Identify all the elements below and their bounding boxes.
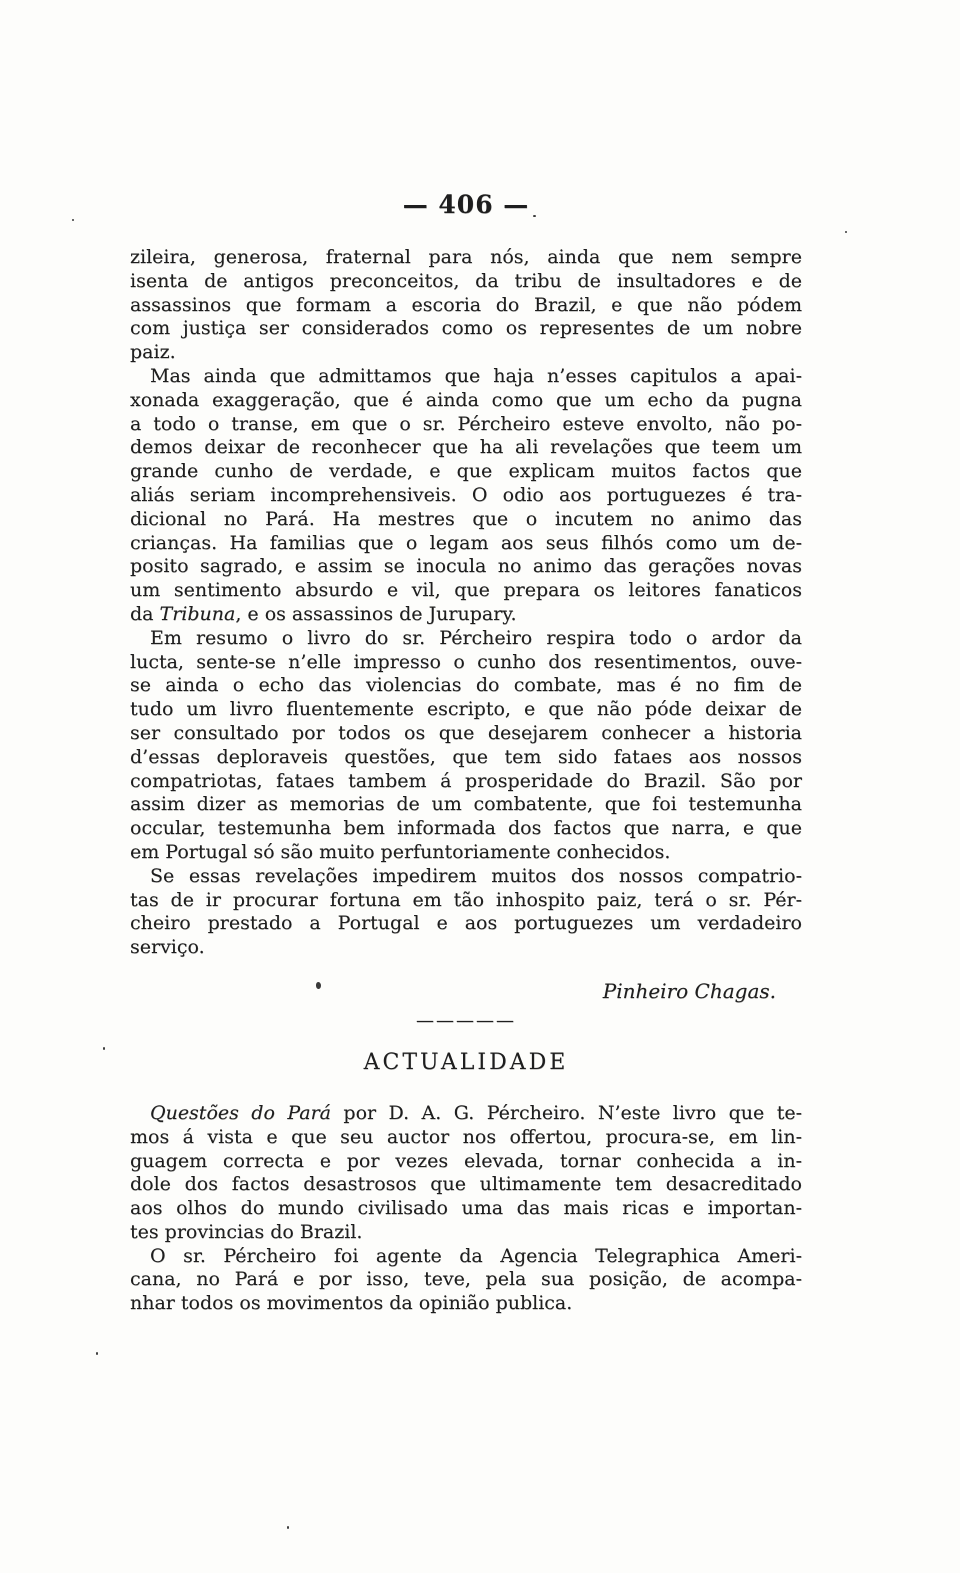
author-signature: Pinheiro Chagas. [602, 978, 776, 1003]
text-line: posito sagrado, e assim se inocula no animo das gerações novas [130, 555, 802, 578]
text-line: a todo o transe, em que o sr. Pércheiro esteve envolto, não po- [130, 412, 802, 435]
text-line: tas de ir procurar fortuna em tão inhospito paiz, terá o sr. Pér- [130, 888, 802, 911]
paragraph [130, 1102, 802, 1245]
text-line: dicional no Pará. Ha mestres que o incutem no animo das [130, 507, 802, 530]
text-line: Mas ainda que admittamos que haja n’esses capitulos a apai- [150, 364, 802, 387]
text-line: serviço. [130, 936, 205, 959]
text-line [130, 603, 802, 627]
text-line: ser consultado por todos os que desejarem conhecer a historia [130, 721, 802, 744]
section-divider: ————— [416, 1009, 516, 1031]
text-line: grande cunho de verdade, e que explicam muitos factos que [130, 460, 802, 483]
text-line [130, 1102, 802, 1126]
scan-speck [287, 1526, 289, 1529]
text-line: um sentimento absurdo e vil, que prepara os leitores fanaticos [130, 579, 802, 602]
paragraph [130, 865, 802, 960]
scan-speck [96, 1352, 98, 1355]
scan-speck [845, 231, 847, 233]
scan-speck [72, 219, 74, 221]
text-line: dole dos factos desastrosos que ultimamente tem desacreditado [130, 1173, 802, 1196]
text-line: demos deixar de reconhecer que ha ali revelações que teem um [130, 436, 802, 459]
text-line: cheiro prestado a Portugal e aos portuguezes um verdadeiro [130, 912, 802, 935]
paragraph [130, 1245, 802, 1316]
actualidade-block [130, 1102, 802, 1316]
section-heading: ACTUALIDADE [363, 1049, 569, 1075]
scan-speck [533, 215, 536, 217]
text-line: assim dizer as memorias de um combatente, que foi testemunha [130, 793, 802, 816]
regular-text: por D. A. G. Pércheiro. N’este livro que te- [331, 1101, 802, 1124]
text-line: tes provincias do Brazil. [130, 1220, 363, 1243]
text-line: Em resumo o livro do sr. Pércheiro respira todo o ardor da [150, 626, 802, 649]
paragraph [130, 627, 802, 865]
text-line: paiz. [130, 341, 176, 364]
text-line: mos á vista e que seu auctor nos offertou, procura-se, em lin- [130, 1125, 802, 1148]
text-line: nhar todos os movimentos da opinião publica. [130, 1292, 573, 1315]
ink-speck [316, 982, 321, 989]
text-line: guagem correcta e por vezes elevada, tornar conhecida a in- [130, 1149, 802, 1172]
text-line: se ainda o echo das violencias do combate, mas é no fim de [130, 674, 802, 697]
scan-speck [103, 1047, 105, 1050]
text-line: cana, no Pará e por isso, teve, pela sua posição, de acompa- [130, 1268, 802, 1291]
italic-text: Questões do Pará [150, 1101, 331, 1124]
text-line: aos olhos do mundo civilisado uma das mais ricas e importan- [130, 1197, 802, 1220]
text-line: crianças. Ha familias que o legam aos seus filhós como um de- [130, 531, 802, 554]
page-number: — 406 — [402, 190, 530, 219]
text-column [130, 246, 802, 1316]
text-line: compatriotas, fataes tambem á prosperidade do Brazil. São por [130, 769, 802, 792]
text-line: lucta, sente-se n’elle impresso o cunho dos resentimentos, ouve- [130, 650, 802, 673]
text-line: xonada exaggeração, que é ainda como que um echo da pugna [130, 388, 802, 411]
paragraph [130, 246, 802, 365]
text-line: com justiça ser considerados como os representes de um nobre [130, 317, 802, 340]
text-line: occular, testemunha bem informada dos factos que narra, e que [130, 817, 802, 840]
text-line: em Portugal só são muito perfuntoriamente conhecidos. [130, 840, 671, 863]
text-line: d’essas deploraveis questões, que tem sido fataes aos nossos [130, 745, 802, 768]
text-line: zileira, generosa, fraternal para nós, ainda que nem sempre [130, 246, 802, 268]
text-line: isenta de antigos preconceitos, da tribu de insultadores e de [130, 269, 802, 292]
text-line: aliás seriam incomprehensiveis. O odio aos portuguezes é tra- [130, 483, 802, 506]
text-line: tudo um livro fluentemente escripto, e que não póde deixar de [130, 698, 802, 721]
regular-text: da [130, 602, 160, 625]
text-line: assassinos que formam a escoria do Brazil, e que não pódem [130, 293, 802, 316]
text-line: O sr. Pércheiro foi agente da Agencia Telegraphica Ameri- [150, 1244, 802, 1267]
text-line: Se essas revelações impedirem muitos dos nossos compatrio- [150, 864, 802, 887]
review-conclusion-block [130, 246, 802, 960]
paragraph [130, 365, 802, 627]
regular-text: , e os assassinos de Jurupary. [235, 602, 517, 625]
italic-text: Tribuna [159, 602, 236, 625]
